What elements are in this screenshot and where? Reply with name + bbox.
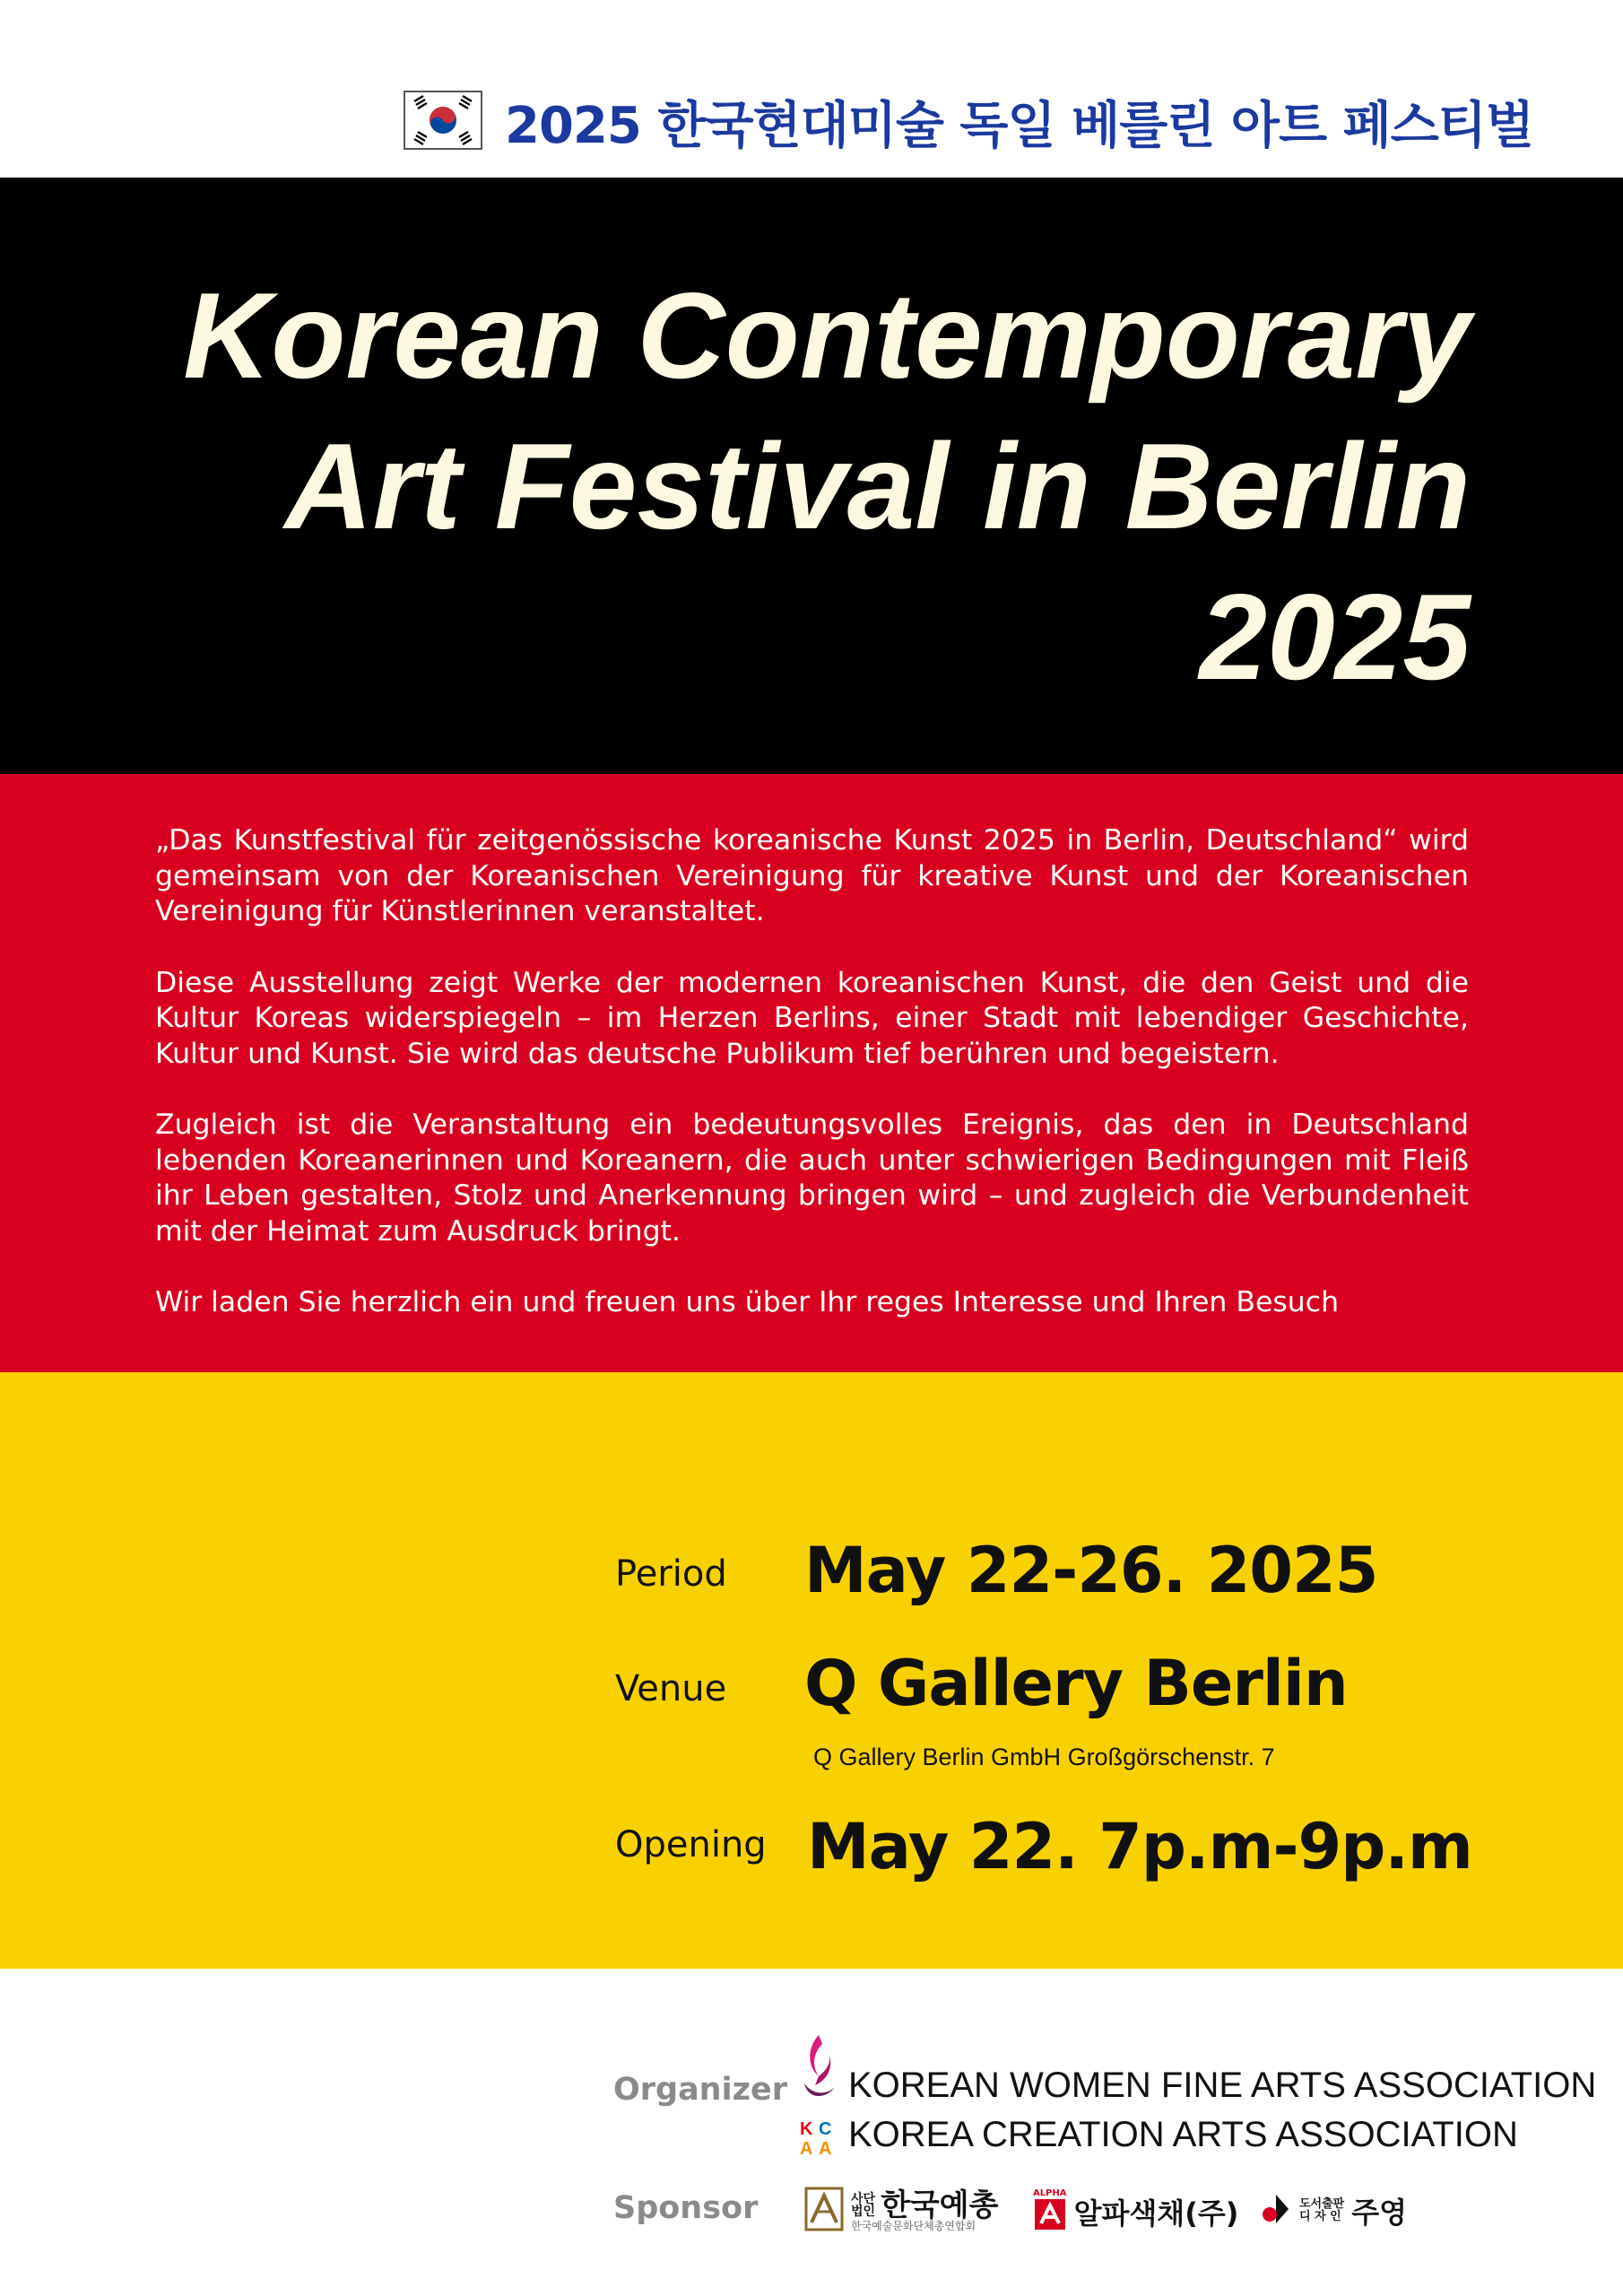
description-paragraph: Wir laden Sie herzlich ein und freuen uns über Ihr reges Interesse und Ihren Besuch (155, 1286, 1340, 1318)
organizer-kcaa: KOREA CREATION ARTS ASSOCIATION (848, 2115, 1518, 2154)
sponsor-name: 한국예총 (881, 2187, 999, 2223)
festival-title-line-1: Korean Contemporary (183, 267, 1471, 404)
festival-description (155, 823, 1469, 1357)
sponsor-koreanarts (804, 2187, 998, 2235)
venue-label: Venue (615, 1668, 727, 1709)
festival-title-line-3: 2025 (1199, 569, 1471, 705)
kwfaa-logo-icon (799, 2031, 838, 2103)
sponsor-label: Sponsor (613, 2190, 759, 2226)
period-label: Period (615, 1553, 727, 1595)
alpha-logo-icon (1034, 2198, 1066, 2234)
opening-label: Opening (615, 1824, 767, 1866)
sponsor-subtitle: 한국예술문화단체총연합회 (851, 2220, 976, 2232)
sponsor-name: 주영 (1351, 2196, 1408, 2230)
alpha-mark: ALPHA (1033, 2188, 1067, 2198)
sponsor-prefix: 사단 법인 (851, 2192, 876, 2219)
sponsor-prefix: 도서출판 디 자 인 (1299, 2197, 1345, 2223)
organizer-kwfaa: KOREAN WOMEN FINE ARTS ASSOCIATION (848, 2066, 1597, 2105)
svg-text:A: A (819, 2139, 832, 2156)
period-value: May 22-26. 2025 (804, 1534, 1378, 1607)
festival-title (183, 260, 1471, 712)
venue-value: Q Gallery Berlin (804, 1647, 1348, 1720)
sponsor-alpha (1033, 2188, 1238, 2234)
description-paragraph: Zugleich ist die Veranstaltung ein bedeutungsvolles Ereignis, das den in Deutschland lebenden Koreanerinnen und Koreanern, die auch unter schwierigen Bedingungen mit Fleiß ihr Leben gestalten, Stolz und Anerkennung bringen wird – und zugleich die Verbundenheit mit der Heimat zum Ausdruck bringt. (155, 1109, 1469, 1248)
kcaa-logo-icon (799, 2117, 838, 2156)
opening-value: May 22. 7p.m-9p.m (807, 1810, 1472, 1883)
venue-address: Q Gallery Berlin GmbH Großgörschenstr. 7 (813, 1744, 1275, 1770)
juyoung-logo-icon (1260, 2191, 1292, 2231)
organizer-label: Organizer (613, 2072, 787, 2108)
page-header (0, 0, 1623, 178)
description-paragraph: „Das Kunstfestival für zeitgenössische koreanische Kunst 2025 in Berlin, Deutschland“ wird gemeinsam von der Koreanischen Vereinigung für kreative Kunst und der Koreanischen Vereinigung für Künstlerinnen veranstaltet. (155, 824, 1469, 927)
svg-text:C: C (819, 2119, 832, 2139)
svg-text:A: A (800, 2139, 813, 2156)
festival-title-line-2: Art Festival in Berlin (284, 418, 1471, 554)
koreanarts-logo-icon (804, 2187, 844, 2235)
svg-text:K: K (800, 2119, 813, 2139)
sponsor-name: 알파색채(주) (1073, 2196, 1239, 2231)
sponsor-juyoung (1260, 2190, 1407, 2231)
header-title: 2025 한국현대미술 독일 베를린 아트 페스티벌 (505, 97, 1533, 155)
korean-flag-icon (404, 91, 482, 150)
description-paragraph: Diese Ausstellung zeigt Werke der modernen koreanischen Kunst, die den Geist und die Kultur Koreas widerspiegeln – im Herzen Berlins, einer Stadt mit lebendiger Geschichte, Kultur und Kunst. Sie wird das deutsche Publikum tief berühren und begeistern. (155, 966, 1469, 1070)
